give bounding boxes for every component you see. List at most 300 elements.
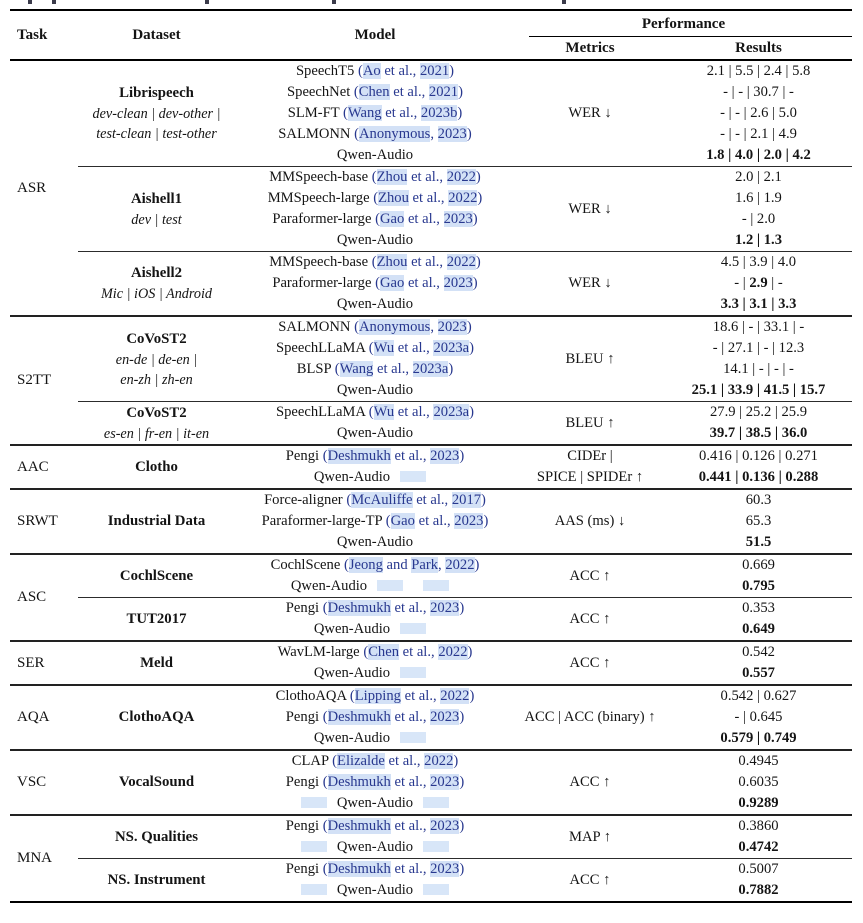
citation-link[interactable]: (: [368, 404, 374, 420]
metrics-cell: [515, 61, 665, 166]
text-span: Qwen-Audio: [336, 534, 414, 550]
model-line: [272, 273, 477, 294]
results-line: [713, 317, 804, 338]
citation-link[interactable]: Chen: [368, 644, 399, 660]
model-cell: [235, 686, 515, 749]
citation-link[interactable]: ,: [430, 126, 438, 142]
citation-link[interactable]: et al.,: [404, 275, 444, 291]
link-highlight-artifact: [400, 471, 426, 482]
model-line: [291, 576, 459, 597]
citation-link[interactable]: Wu: [373, 340, 395, 356]
results-line: [738, 816, 778, 837]
citation-link[interactable]: ): [459, 448, 465, 464]
results-line: [738, 880, 778, 901]
task-group: [10, 816, 852, 901]
text-span: Pengi: [285, 861, 323, 877]
task-label: SER: [17, 654, 45, 671]
citation-link[interactable]: and: [382, 557, 412, 573]
citation-link[interactable]: McAuliffe: [351, 492, 413, 508]
dataset-name: NS. Instrument: [107, 871, 206, 888]
dataset-name: Aishell2: [131, 265, 182, 281]
results-line: [723, 82, 794, 103]
link-highlight-artifact: [423, 884, 449, 895]
citation-link[interactable]: (: [375, 211, 380, 227]
text-span: 0.542: [742, 644, 775, 660]
dataset-cell: [78, 402, 235, 444]
citation-link[interactable]: Anonymous: [358, 319, 431, 335]
model-line: [292, 751, 458, 772]
model-line: [314, 619, 436, 640]
citation-link[interactable]: ): [453, 753, 459, 769]
model-line: [337, 423, 413, 444]
citation-link[interactable]: (: [375, 275, 380, 291]
task-group-rows: [78, 490, 852, 553]
metrics-cell: [515, 751, 665, 814]
results-cell: [665, 598, 852, 640]
text-span: - | - | 2.6 | 5.0: [720, 105, 797, 121]
citation-link[interactable]: (: [332, 753, 338, 769]
citation-link[interactable]: 2023: [443, 275, 473, 291]
metrics-cell: [515, 167, 665, 251]
model-cell: [235, 252, 515, 315]
citation-link[interactable]: ): [459, 600, 465, 616]
citation-link[interactable]: ): [481, 492, 486, 508]
model-line: [286, 859, 464, 880]
citation-link[interactable]: ): [469, 688, 475, 704]
model-line: [276, 338, 474, 359]
citation-link[interactable]: ): [472, 275, 478, 291]
text-span: 0.6035: [738, 774, 779, 790]
citation-link[interactable]: (: [373, 190, 379, 206]
best-result-value: 0.579 | 0.749: [720, 730, 797, 746]
task-group-rows: [78, 686, 852, 749]
metrics-cell: [515, 490, 665, 553]
citation-link[interactable]: ): [477, 190, 483, 206]
citation-link[interactable]: Zhou: [376, 169, 408, 185]
task-group-rows: [78, 642, 852, 684]
citation-link[interactable]: (: [334, 361, 340, 377]
citation-link[interactable]: Deshmukh: [327, 818, 391, 834]
results-line: [742, 555, 775, 576]
text-span: 18.6 | - | 33.1 | -: [712, 319, 805, 335]
link-highlight-artifact: [423, 797, 449, 808]
text-span: Pengi: [285, 709, 323, 725]
citation-link[interactable]: et al.,: [407, 254, 447, 270]
citation-link[interactable]: 2021: [419, 63, 450, 79]
citation-link[interactable]: ): [449, 63, 455, 79]
citation-link[interactable]: 2023: [430, 861, 460, 877]
citation-link[interactable]: ): [458, 84, 463, 100]
citation-link[interactable]: Lipping: [354, 688, 401, 704]
citation-link[interactable]: Deshmukh: [327, 861, 391, 877]
model-line: [291, 793, 459, 814]
results-cell: [665, 816, 852, 858]
best-result-value: 0.795: [742, 578, 775, 594]
table-bottom-rule: [10, 901, 852, 903]
dataset-cell: [78, 317, 235, 401]
results-line: [735, 167, 782, 188]
citation-link[interactable]: (: [363, 644, 369, 660]
best-result-value: 1.2 | 1.3: [735, 232, 782, 248]
citation-link[interactable]: et al.,: [408, 190, 449, 206]
text-span: WavLM-large: [277, 644, 364, 660]
citation-link[interactable]: 2023: [430, 600, 460, 616]
results-table: [10, 9, 852, 903]
results-cell: [665, 402, 852, 444]
citation-link[interactable]: (: [371, 169, 377, 185]
link-highlight-artifact: [400, 667, 426, 678]
citation-link[interactable]: Zhou: [376, 254, 408, 270]
model-line: [337, 145, 413, 166]
results-line: [734, 273, 782, 294]
dataset-subsets: Mic | iOS | Android: [100, 286, 213, 302]
citation-link[interactable]: ): [466, 319, 472, 335]
text-span: - | - | 30.7 | -: [723, 84, 794, 100]
results-line: [692, 380, 826, 401]
text-span: 14.1 | - | - | -: [723, 361, 794, 377]
task-label: S2TT: [17, 372, 52, 388]
citation-link[interactable]: 2022: [446, 169, 476, 185]
results-cell: [665, 642, 852, 684]
citation-link[interactable]: Deshmukh: [327, 600, 391, 616]
model-line: [276, 686, 475, 707]
best-result-value: 0.9289: [738, 795, 779, 811]
citation-link[interactable]: 2023: [430, 448, 460, 464]
model-line: [286, 446, 464, 467]
task-group: [10, 446, 852, 488]
text-span: Qwen-Audio: [336, 296, 414, 312]
citation-link[interactable]: Park: [411, 557, 439, 573]
text-span: Paraformer-large-TP: [261, 513, 386, 529]
metrics-cell: [515, 642, 665, 684]
citation-link[interactable]: 2023a: [412, 361, 449, 377]
citation-link[interactable]: Elizalde: [337, 753, 385, 769]
citation-link[interactable]: et al.,: [412, 492, 452, 508]
citation-link[interactable]: et al.,: [390, 448, 431, 464]
citation-link[interactable]: et al.,: [384, 753, 425, 769]
citation-link[interactable]: et al.,: [390, 861, 431, 877]
best-result-value: 1.8 | 4.0 | 2.0 | 4.2: [706, 147, 811, 163]
results-line: [721, 252, 796, 273]
col-header-performance: Performance: [641, 16, 726, 32]
citation-link[interactable]: (: [371, 254, 377, 270]
citation-link[interactable]: ): [474, 557, 480, 573]
results-cell: [665, 555, 852, 597]
results-line: [707, 61, 811, 82]
metrics-cell: [515, 686, 665, 749]
text-span: SpeechLLaMA: [275, 404, 369, 420]
citation-link[interactable]: 2017: [451, 492, 482, 508]
citation-link[interactable]: et al.,: [407, 169, 447, 185]
citation-link[interactable]: (: [322, 818, 328, 834]
citation-link[interactable]: Gao: [390, 513, 415, 529]
metrics-cell: [515, 317, 665, 401]
text-span: Qwen-Audio: [336, 425, 414, 441]
metrics-label: ACC | ACC (binary) ↑: [524, 709, 656, 725]
citation-link[interactable]: 2022: [424, 753, 454, 769]
results-line: [710, 423, 808, 444]
model-line: [286, 707, 464, 728]
citation-link[interactable]: (: [354, 319, 359, 335]
citation-link[interactable]: et al.,: [394, 340, 434, 356]
text-span: Qwen-Audio: [313, 730, 391, 746]
task-group: [10, 751, 852, 814]
model-cell: [235, 598, 515, 640]
citation-link[interactable]: 2023: [437, 126, 467, 142]
citation-link[interactable]: Gao: [379, 275, 405, 291]
citation-link[interactable]: 2021: [428, 84, 459, 100]
citation-link[interactable]: 2023: [437, 319, 467, 335]
metrics-cell: [515, 859, 665, 901]
dataset-cell: [78, 167, 235, 251]
model-line: [271, 555, 480, 576]
citation-link[interactable]: (: [368, 340, 374, 356]
results-line: [720, 103, 797, 124]
best-result-value: 0.7882: [738, 882, 779, 898]
citation-link[interactable]: et al.,: [390, 818, 431, 834]
citation-link[interactable]: (: [322, 774, 328, 790]
text-span: BLSP: [296, 361, 335, 377]
citation-link[interactable]: (: [353, 84, 359, 100]
citation-link[interactable]: et al.,: [381, 105, 421, 121]
citation-link[interactable]: ): [459, 774, 465, 790]
model-line: [296, 61, 454, 82]
citation-link[interactable]: 2023: [443, 211, 473, 227]
citation-link[interactable]: ,: [430, 319, 438, 335]
metrics-cell: [515, 598, 665, 640]
results-cell: [665, 317, 852, 401]
citation-link[interactable]: Gao: [379, 211, 405, 227]
dataset-name: CochlScene: [119, 567, 194, 584]
metrics-label: ACC ↑: [569, 610, 611, 627]
citation-link[interactable]: 2023: [430, 818, 460, 834]
citation-link[interactable]: et al.,: [399, 644, 439, 660]
citation-link[interactable]: (: [385, 513, 391, 529]
citation-link[interactable]: ): [475, 254, 481, 270]
citation-link[interactable]: 2023: [454, 513, 484, 529]
citation-link[interactable]: et al.,: [404, 211, 444, 227]
link-highlight-artifact: [301, 797, 327, 808]
citation-link[interactable]: 2023b: [420, 105, 458, 121]
citation-link[interactable]: (: [322, 709, 328, 725]
citation-link[interactable]: et al.,: [400, 688, 441, 704]
text-span: Qwen-Audio: [336, 232, 414, 248]
citation-link[interactable]: (: [343, 105, 348, 121]
text-span: CLAP: [291, 753, 333, 769]
best-result-value: 0.557: [742, 665, 775, 681]
results-line: [738, 751, 778, 772]
text-span: Qwen-Audio: [336, 795, 414, 811]
link-highlight-artifact: [400, 623, 426, 634]
dataset-subsets: dev-clean | dev-other |: [92, 106, 221, 122]
citation-link[interactable]: ): [457, 105, 463, 121]
model-line: [337, 380, 413, 401]
citation-link[interactable]: Chen: [358, 84, 390, 100]
citation-link[interactable]: 2023a: [433, 404, 470, 420]
text-span: SpeechNet: [287, 84, 354, 100]
citation-link[interactable]: Deshmukh: [327, 709, 391, 725]
results-line: [738, 859, 778, 880]
text-span: SpeechT5: [295, 63, 358, 79]
text-span: 0.542 | 0.627: [720, 688, 797, 704]
citation-link[interactable]: ): [469, 340, 475, 356]
citation-link[interactable]: ): [469, 404, 475, 420]
citation-link[interactable]: (: [357, 63, 363, 79]
dataset-row: [78, 859, 852, 901]
citation-link[interactable]: ): [448, 361, 454, 377]
citation-link[interactable]: (: [346, 492, 352, 508]
dataset-cell: [78, 446, 235, 488]
citation-link[interactable]: (: [322, 600, 328, 616]
citation-link[interactable]: (: [322, 448, 328, 464]
results-cell: [665, 686, 852, 749]
dataset-cell: [78, 751, 235, 814]
table-body: [10, 61, 852, 901]
metrics-label: ACC ↑: [569, 567, 611, 584]
citation-link[interactable]: ): [459, 709, 465, 725]
citation-link[interactable]: Wang: [339, 361, 374, 377]
citation-link[interactable]: et al.,: [414, 513, 455, 529]
citation-link[interactable]: et al.,: [390, 600, 431, 616]
task-group: [10, 642, 852, 684]
results-line: [720, 728, 796, 749]
metrics-cell: [515, 402, 665, 444]
text-span: Paraformer-large: [272, 211, 376, 227]
citation-link[interactable]: 2022: [445, 557, 475, 573]
text-span: - | 0.645: [734, 709, 783, 725]
dataset-subsets: dev | test: [131, 211, 182, 228]
citation-link[interactable]: ,: [438, 557, 446, 573]
model-cell: [235, 317, 515, 401]
results-cell: [665, 446, 852, 488]
task-group: [10, 686, 852, 749]
metrics-label: ACC ↑: [569, 654, 611, 671]
metrics-label: CIDEr |: [567, 448, 613, 464]
citation-link[interactable]: 2023a: [433, 340, 470, 356]
citation-link[interactable]: (: [343, 557, 349, 573]
dataset-row: [78, 61, 852, 166]
citation-link[interactable]: et al.,: [390, 709, 431, 725]
citation-link[interactable]: 2023: [430, 774, 460, 790]
citation-link[interactable]: 2022: [448, 190, 478, 206]
citation-link[interactable]: et al.,: [373, 361, 413, 377]
model-cell: [235, 402, 515, 444]
metrics-cell: [515, 446, 665, 488]
task-group-rows: [78, 446, 852, 488]
dataset-name: Librispeech: [119, 85, 194, 101]
model-line: [288, 103, 463, 124]
citation-link[interactable]: Ao: [362, 63, 381, 79]
text-span: - | 2.0: [741, 211, 776, 227]
citation-link[interactable]: ): [472, 211, 478, 227]
citation-link[interactable]: (: [322, 861, 328, 877]
results-line: [742, 576, 775, 597]
text-span: Pengi: [285, 600, 323, 616]
results-line: [706, 145, 811, 166]
metrics-label: AAS (ms) ↓: [554, 513, 626, 529]
citation-link[interactable]: Wang: [347, 105, 382, 121]
model-cell: [235, 490, 515, 553]
model-line: [291, 837, 459, 858]
citation-link[interactable]: ): [459, 861, 465, 877]
text-span: Qwen-Audio: [313, 665, 391, 681]
citation-link[interactable]: Deshmukh: [327, 774, 391, 790]
citation-link[interactable]: Zhou: [378, 190, 409, 206]
text-span: Qwen-Audio: [290, 578, 368, 594]
text-span: MMSpeech-large: [267, 190, 374, 206]
citation-link[interactable]: 2023: [430, 709, 460, 725]
dataset-subsets: en-de | de-en |: [115, 351, 198, 368]
citation-link[interactable]: ): [467, 644, 473, 660]
task-label: AQA: [17, 709, 50, 725]
citation-link[interactable]: ): [483, 513, 489, 529]
results-line: [746, 532, 772, 553]
task-group-rows: [78, 751, 852, 814]
citation-link[interactable]: ): [466, 126, 472, 142]
best-result-value: 0.4742: [738, 839, 779, 855]
task-label: ASR: [17, 179, 47, 196]
dataset-subsets: en-zh | zh-en: [120, 371, 193, 388]
citation-link[interactable]: (: [349, 688, 355, 704]
text-span: 65.3: [745, 513, 772, 529]
dataset-row: [78, 490, 852, 553]
text-span: 0.5007: [738, 861, 779, 877]
citation-link[interactable]: Deshmukh: [327, 448, 391, 464]
link-highlight-artifact: [423, 841, 449, 852]
results-line: [738, 793, 778, 814]
best-result-value: 2.9: [749, 275, 768, 291]
citation-link[interactable]: 2022: [438, 644, 468, 660]
citation-link[interactable]: et al.,: [390, 774, 431, 790]
dataset-row: [78, 317, 852, 401]
dataset-cell: [78, 859, 235, 901]
col-header-results: Results: [735, 39, 782, 56]
text-span: 2.1 | 5.5 | 2.4 | 5.8: [706, 63, 811, 79]
citation-link[interactable]: et al.,: [394, 404, 434, 420]
citation-link[interactable]: (: [354, 126, 359, 142]
metrics-label: SPICE | SPIDEr ↑: [536, 469, 644, 485]
col-header-dataset: Dataset: [132, 26, 181, 43]
citation-link[interactable]: et al.,: [380, 63, 420, 79]
task-group: [10, 490, 852, 553]
citation-link[interactable]: ): [475, 169, 481, 185]
citation-link[interactable]: 2022: [446, 254, 476, 270]
model-cell: [235, 859, 515, 901]
text-span: 2.0 | 2.1: [735, 169, 782, 185]
citation-link[interactable]: et al.,: [389, 84, 429, 100]
results-line: [738, 772, 778, 793]
text-span: SALMONN: [278, 126, 355, 142]
dataset-row: [78, 642, 852, 684]
citation-link[interactable]: Anonymous: [358, 126, 431, 142]
model-line: [286, 772, 464, 793]
col-header-task: Task: [17, 26, 48, 43]
results-line: [735, 707, 783, 728]
dataset-row: [78, 751, 852, 814]
dataset-row: [78, 402, 852, 444]
citation-link[interactable]: Jeong: [348, 557, 383, 573]
link-highlight-artifact: [400, 732, 426, 743]
citation-link[interactable]: Wu: [373, 404, 395, 420]
results-cell: [665, 61, 852, 166]
results-cell: [665, 859, 852, 901]
model-line: [314, 663, 436, 684]
citation-link[interactable]: ): [459, 818, 465, 834]
task-group-rows: [78, 317, 852, 444]
model-line: [286, 816, 464, 837]
citation-link[interactable]: 2022: [440, 688, 470, 704]
model-line: [276, 402, 474, 423]
